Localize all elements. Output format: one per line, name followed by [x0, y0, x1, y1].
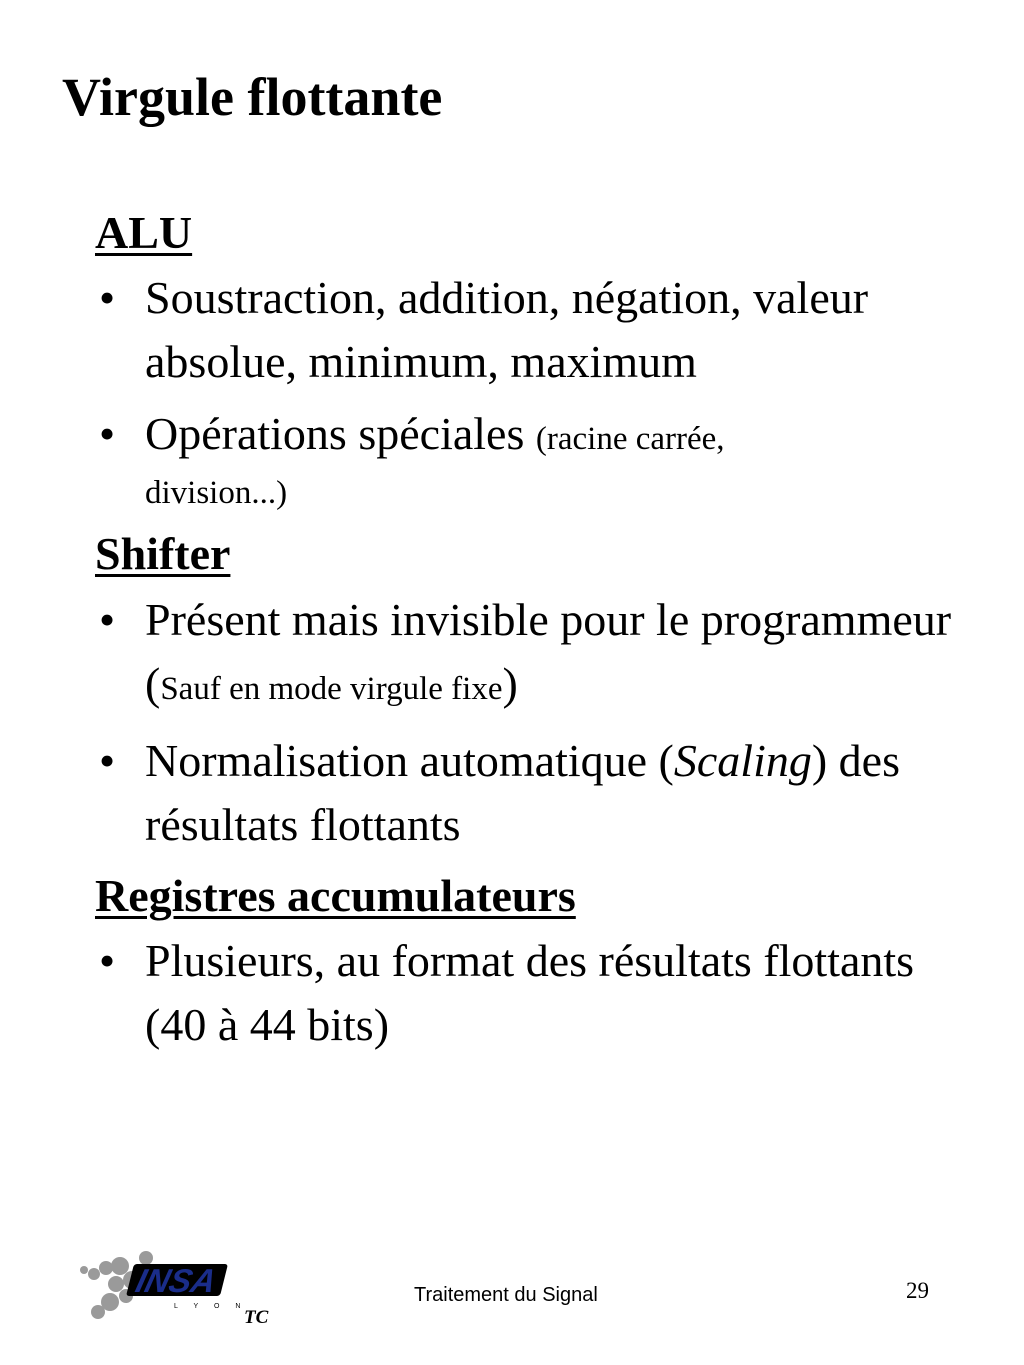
logo-text: INSA	[132, 1263, 220, 1300]
bullet-text: Présent mais invisible pour le programmeur (	[145, 593, 952, 709]
section-heading-alu: ALU	[95, 207, 193, 258]
department-label: TC	[244, 1307, 269, 1328]
bullet-text: Plusieurs, au format des résultats flottants (40 à 44 bits)	[145, 934, 915, 1050]
bullet-text: Soustraction, addition, négation, valeur absolue, minimum, maximum	[145, 272, 869, 388]
bullet-item	[95, 929, 975, 1057]
bullet-list-alu	[95, 266, 975, 515]
footer-text: Traitement du Signal	[414, 1284, 598, 1306]
bullet-text: Normalisation automatique (	[145, 734, 674, 786]
section-heading-registres: Registres accumulateurs	[95, 869, 576, 921]
bullet-text-end: )	[502, 657, 518, 709]
bullet-note: (racine carrée,	[535, 421, 725, 458]
section-heading-shifter: Shifter	[95, 528, 231, 580]
page-number: 29	[906, 1278, 929, 1303]
slide-title: Virgule flottante	[62, 67, 443, 127]
bullet-list-registres	[95, 929, 975, 1057]
bullet-icon: •	[99, 593, 116, 645]
bullet-list-shifter	[95, 588, 975, 857]
bullet-item	[95, 266, 975, 394]
bullet-item	[95, 729, 975, 857]
bullet-note: Sauf en mode virgule fixe	[160, 670, 503, 707]
logo-subtext: L Y O N	[174, 1303, 248, 1310]
bullet-note-continued: division...)	[145, 475, 288, 512]
bullet-text: Opérations spéciales	[145, 408, 536, 460]
bullet-icon: •	[99, 408, 116, 460]
bullet-icon: •	[99, 934, 116, 986]
bullet-icon: •	[99, 272, 116, 324]
slide-body	[95, 206, 975, 1069]
bullet-item	[95, 588, 975, 721]
bullet-item	[95, 402, 975, 515]
bullet-emphasis: Scaling	[673, 734, 812, 786]
bullet-icon: •	[99, 734, 116, 786]
bullet-text-end: ) des résultats flottants	[145, 734, 900, 850]
